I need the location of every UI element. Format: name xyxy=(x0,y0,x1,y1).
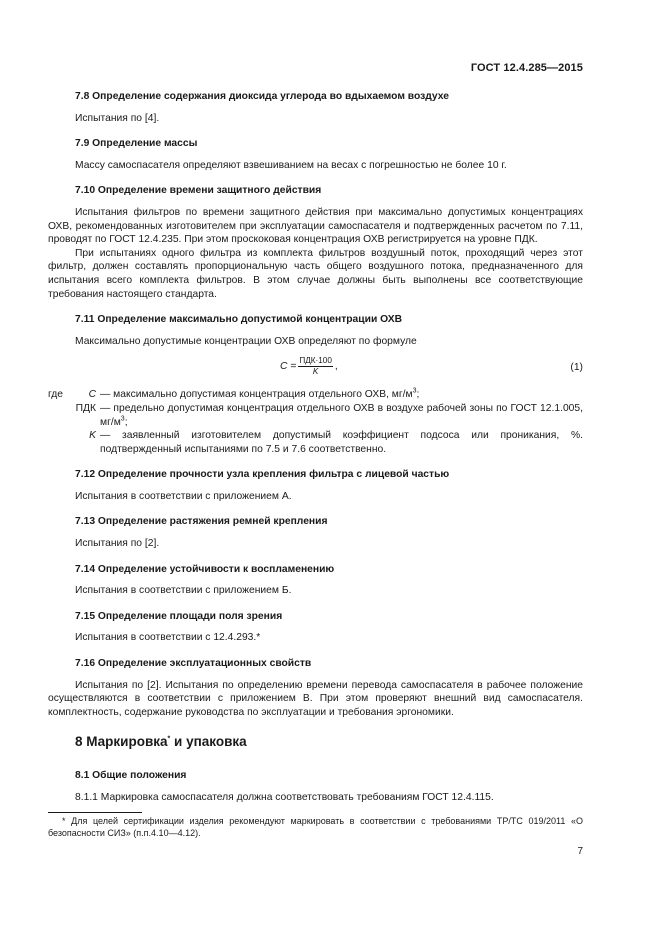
legend-k-text: — заявленный изготовителем допустимый коэффициент подсоса или проникания, %. подтвержденный испытаниями по 7.5 и 7.6 соответственно. xyxy=(100,430,583,455)
page-body xyxy=(48,90,583,812)
formula-expression xyxy=(280,356,338,377)
formula-number: (1) xyxy=(570,362,583,374)
legend-c-sup: 3 xyxy=(412,387,417,395)
legend-c-tail: ; xyxy=(416,389,420,401)
formula-numerator: ПДК·100 xyxy=(299,356,332,366)
section-7-15-title: 7.15 Определение площади поля зрения xyxy=(75,610,283,622)
section-7-10-paragraph-2: При испытаниях одного фильтра из комплекта фильтров воздушный поток, проходящий через этот фильтр, должен составлять пропорциональную часть общего воздушного потока, предназначенного для испытания всего комплекта фильтров. В этом случае должны быть выполнены все соответствующие требования настоящего стандарта. xyxy=(48,247,583,300)
legend-pdk-sup: 3 xyxy=(120,415,125,423)
section-7-9-text: Массу самоспасателя определяют взвешиванием на весах с погрешностью не более 10 г. xyxy=(75,159,507,171)
section-7-9-title: 7.9 Определение массы xyxy=(75,138,198,150)
legend-pdk-text: — предельно допустимая концентрация отдельного ОХВ в воздухе рабочей зоны по ГОСТ 12.1.005, мг/м xyxy=(100,402,583,428)
formula-denominator: K xyxy=(312,367,319,377)
legend-row-c xyxy=(48,388,583,402)
section-7-11-intro: Максимально допустимые концентрации ОХВ определяют по формуле xyxy=(75,335,417,347)
section-7-12-title: 7.12 Определение прочности узла крепления фильтра с лицевой частью xyxy=(75,469,450,481)
formula-1 xyxy=(48,356,583,380)
section-7-13-title: 7.13 Определение растяжения ремней крепления xyxy=(75,516,328,528)
section-7-8-title: 7.8 Определение содержания диоксида углерода во вдыхаемом воздухе xyxy=(75,91,449,102)
section-7-14-title: 7.14 Определение устойчивости к воспламенению xyxy=(75,563,335,575)
formula-legend xyxy=(48,388,583,456)
section-8-1-title: 8.1 Общие положения xyxy=(75,770,187,781)
legend-pdk-tail: ; xyxy=(124,416,128,428)
footnote-text: * Для целей сертификации изделия рекомендуют маркировать в соответствии с требованиями ТР/ТС 019/2011 «О безопасности СИЗ» (п.п.4.10—4.12). xyxy=(48,816,583,838)
legend-c-symbol: C xyxy=(88,389,96,401)
section-7-16-text: Испытания по [2]. Испытания по определению времени перевода самоспасателя в рабочее положение осуществляются в соответствии с приложением В. При этом проверяют внешний вид самоспасателя. комплектность, содержание руководства по эксплуатации и требования эргономики. xyxy=(48,679,583,718)
formula-tail: , xyxy=(334,361,338,373)
section-7-12-text: Испытания в соответствии с приложением А. xyxy=(75,490,292,502)
legend-row-pdk xyxy=(48,402,583,429)
section-7-15-text: Испытания в соответствии с 12.4.293.* xyxy=(75,632,261,644)
section-7-14-text: Испытания в соответствии с приложением Б. xyxy=(75,585,292,597)
legend-k-symbol: K xyxy=(89,430,96,442)
footnote-divider xyxy=(48,812,142,813)
section-7-8-text: Испытания по [4]. xyxy=(75,112,160,124)
formula-fraction xyxy=(298,356,333,377)
formula-lhs: C = xyxy=(280,361,297,373)
section-7-11-title: 7.11 Определение максимально допустимой концентрации ОХВ xyxy=(75,314,403,326)
section-8-1-1-text: 8.1.1 Маркировка самоспасателя должна соответствовать требованиям ГОСТ 12.4.115. xyxy=(75,791,494,803)
section-7-10-paragraph-1: Испытания фильтров по времени защитного действия при максимально допустимых концентрациях ОХВ, рекомендованных изготовителем при эксплуатации самоспасателя и подтвержденных расчетом по 7.11, проводят по ГОСТ 12.4.235. При этом проскоковая концентрация ОХВ регистрируется на уровне ПДК. xyxy=(48,206,583,246)
legend-row-k xyxy=(48,429,583,456)
page-header-standard: ГОСТ 12.4.285—2015 xyxy=(470,62,583,74)
legend-c-text: — максимально допустимая концентрация отдельного ОХВ, мг/м xyxy=(100,389,413,401)
section-8-title: 8 Маркировка* и упаковка xyxy=(75,734,247,750)
page-number: 7 xyxy=(577,846,583,857)
section-7-16-title: 7.16 Определение эксплуатационных свойств xyxy=(75,658,312,670)
legend-where: где xyxy=(48,389,64,401)
section-7-10-title: 7.10 Определение времени защитного действия xyxy=(75,185,322,197)
legend-pdk-symbol: ПДК xyxy=(75,402,96,414)
footnote-marker: * xyxy=(167,735,171,743)
section-7-13-text: Испытания по [2]. xyxy=(75,538,160,550)
